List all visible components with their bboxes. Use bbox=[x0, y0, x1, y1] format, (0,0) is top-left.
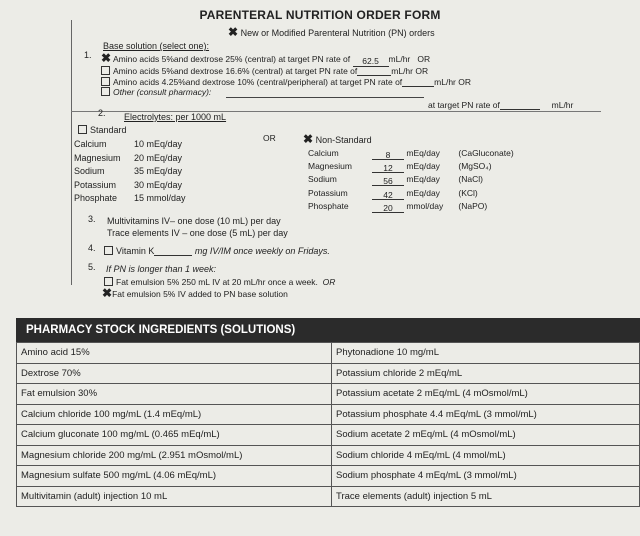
base-option-3 bbox=[101, 76, 471, 87]
base-option-3-rate-field[interactable] bbox=[402, 76, 434, 87]
base-option-3-text: Amino acids 4.25%and dextrose 10% (central/peripheral) at target PN rate of bbox=[113, 77, 403, 87]
table-row bbox=[17, 466, 640, 487]
fat-emulsion-option-1 bbox=[104, 277, 335, 287]
nonstandard-option bbox=[303, 134, 372, 145]
standard-list bbox=[74, 138, 186, 206]
table-cell: Multivitamin (adult) injection 10 mL bbox=[17, 486, 332, 507]
nonstandard-row-sodium: Sodium 56 mEq/day (NaCl) bbox=[308, 174, 483, 187]
base-option-1-text: Amino acids 5%and dextrose 25% (central) at target PN rate of bbox=[112, 54, 351, 64]
nonstandard-row-phosphate: Phosphate 20 mmol/day (NaPO) bbox=[308, 200, 488, 213]
standard-option bbox=[78, 125, 127, 135]
table-cell: Magnesium chloride 200 mg/mL (2.951 mOsmol/mL) bbox=[17, 445, 332, 466]
standard-checkbox[interactable] bbox=[78, 125, 87, 134]
base-option-3-or: OR bbox=[458, 77, 472, 87]
stock-table bbox=[16, 342, 640, 507]
multivitamins-line: Multivitamins IV– one dose (10 mL) per day bbox=[107, 216, 281, 226]
base-option-2-rate-field[interactable] bbox=[357, 65, 391, 76]
nonstandard-checkbox[interactable]: ✖ bbox=[303, 132, 314, 146]
table-cell: Sodium phosphate 4 mEq/mL (3 mmol/mL) bbox=[332, 466, 640, 487]
fat-emulsion-option-1-text: Fat emulsion 5% 250 mL IV at 20 mL/hr once a week. bbox=[116, 277, 318, 287]
order-type-checkbox[interactable]: ✖ bbox=[228, 25, 239, 39]
table-row bbox=[17, 343, 640, 364]
table-row bbox=[17, 404, 640, 425]
nonstandard-row-magnesium: Magnesium 12 mEq/day (MgSO₄) bbox=[308, 161, 492, 174]
table-cell: Potassium phosphate 4.4 mEq/mL (3 mmol/mL) bbox=[332, 404, 640, 425]
other-consult-field[interactable] bbox=[226, 97, 424, 98]
base-option-3-checkbox[interactable] bbox=[101, 77, 110, 86]
table-cell: Potassium acetate 2 mEq/mL (4 mOsmol/mL) bbox=[332, 384, 640, 405]
nonstandard-label: Non-Standard bbox=[315, 135, 372, 145]
table-row bbox=[17, 486, 640, 507]
standard-row-potassium: Potassium 30 mEq/day bbox=[74, 179, 183, 190]
phosphate-value-field[interactable]: 20 bbox=[372, 202, 404, 213]
base-solution-heading: Base solution (select one): bbox=[103, 41, 210, 51]
table-cell: Calcium chloride 100 mg/mL (1.4 mEq/mL) bbox=[17, 404, 332, 425]
table-row bbox=[17, 384, 640, 405]
section5-heading: If PN is longer than 1 week: bbox=[106, 264, 217, 274]
order-type-row bbox=[228, 27, 435, 38]
other-rate-row bbox=[428, 99, 573, 110]
table-cell: Potassium chloride 2 mEq/mL bbox=[332, 363, 640, 384]
standard-row-sodium: Sodium 35 mEq/day bbox=[74, 166, 183, 176]
base-option-4 bbox=[101, 87, 211, 97]
table-cell: Dextrose 70% bbox=[17, 363, 332, 384]
table-row bbox=[17, 363, 640, 384]
fat-emulsion-option-2-text: Fat emulsion 5% IV added to PN base solution bbox=[112, 289, 288, 299]
table-cell: Phytonadione 10 mg/mL bbox=[332, 343, 640, 364]
fat-emulsion-option-1-checkbox[interactable] bbox=[104, 277, 113, 286]
nonstandard-row-potassium: Potassium 42 mEq/day (KCl) bbox=[308, 187, 478, 200]
vitamin-k-label: Vitamin K bbox=[116, 246, 155, 256]
section4-number: 4. bbox=[88, 243, 96, 253]
other-rate-field[interactable] bbox=[500, 99, 540, 110]
form-title: PARENTERAL NUTRITION ORDER FORM bbox=[199, 8, 441, 22]
table-row bbox=[17, 445, 640, 466]
trace-elements-line: Trace elements IV – one dose (5 mL) per day bbox=[107, 228, 288, 238]
section3-text bbox=[107, 215, 288, 239]
table-cell: Amino acid 15% bbox=[17, 343, 332, 364]
electrolytes-heading: Electrolytes: per 1000 mL bbox=[124, 112, 227, 122]
other-rate-label: at target PN rate of bbox=[428, 100, 500, 110]
base-option-2-unit: mL/hr bbox=[391, 66, 413, 76]
fat-emulsion-option-2-checkbox[interactable]: ✖ bbox=[102, 286, 113, 300]
standard-row-magnesium: Magnesium 20 mEq/day bbox=[74, 152, 183, 163]
standard-row-calcium: Calcium 10 mEq/day bbox=[74, 139, 183, 149]
potassium-value-field[interactable]: 42 bbox=[372, 189, 404, 200]
section5-number: 5. bbox=[88, 262, 96, 272]
vitamin-k-suffix: mg IV/IM once weekly on Fridays. bbox=[194, 246, 330, 256]
base-option-1-or: OR bbox=[417, 54, 431, 64]
vitamin-k-row bbox=[104, 245, 330, 256]
electrolytes-or: OR bbox=[263, 133, 276, 143]
vitamin-k-dose-field[interactable] bbox=[154, 245, 192, 256]
table-cell: Trace elements (adult) injection 5 mL bbox=[332, 486, 640, 507]
standard-label: Standard bbox=[90, 125, 127, 135]
table-row bbox=[17, 425, 640, 446]
left-margin-line bbox=[71, 20, 72, 285]
base-option-1-unit: mL/hr bbox=[388, 54, 411, 64]
calcium-value-field[interactable]: 8 bbox=[372, 149, 404, 160]
base-option-2-checkbox[interactable] bbox=[101, 66, 110, 75]
sodium-value-field[interactable]: 56 bbox=[372, 175, 404, 186]
table-cell: Sodium chloride 4 mEq/mL (4 mmol/mL) bbox=[332, 445, 640, 466]
section1-number: 1. bbox=[84, 50, 92, 60]
section2-number: 2. bbox=[98, 108, 106, 118]
base-option-1-checkbox[interactable]: ✖ bbox=[101, 51, 112, 65]
fat-emulsion-option-2 bbox=[102, 288, 288, 299]
fat-emulsion-option-1-or: OR bbox=[322, 277, 336, 287]
other-rate-unit: mL/hr bbox=[551, 100, 574, 110]
stock-table-heading: PHARMACY STOCK INGREDIENTS (SOLUTIONS) bbox=[16, 318, 640, 342]
standard-row-phosphate: Phosphate 15 mmol/day bbox=[74, 193, 186, 203]
magnesium-value-field[interactable]: 12 bbox=[372, 162, 404, 173]
table-cell: Sodium acetate 2 mEq/mL (4 mOsmol/mL) bbox=[332, 425, 640, 446]
base-option-3-unit: mL/hr bbox=[434, 77, 456, 87]
base-option-1-rate-field[interactable]: 62.5 bbox=[353, 56, 389, 67]
base-option-4-text: Other (consult pharmacy): bbox=[113, 87, 212, 97]
table-cell: Fat emulsion 30% bbox=[17, 384, 332, 405]
base-option-2-or: OR bbox=[415, 66, 429, 76]
vitamin-k-checkbox[interactable] bbox=[104, 246, 113, 255]
base-option-2 bbox=[101, 65, 428, 76]
section3-number: 3. bbox=[88, 214, 96, 224]
nonstandard-row-calcium: Calcium 8 mEq/day (CaGluconate) bbox=[308, 148, 514, 160]
nonstandard-list bbox=[308, 147, 514, 213]
table-cell: Calcium gluconate 100 mg/mL (0.465 mEq/mL) bbox=[17, 425, 332, 446]
order-type-label: New or Modified Parenteral Nutrition (PN) orders bbox=[240, 28, 435, 38]
base-option-4-checkbox[interactable] bbox=[101, 87, 110, 96]
base-option-2-text: Amino acids 5%and dextrose 16.6% (central) at target PN rate of bbox=[113, 66, 358, 76]
table-cell: Magnesium sulfate 500 mg/mL (4.06 mEq/mL) bbox=[17, 466, 332, 487]
